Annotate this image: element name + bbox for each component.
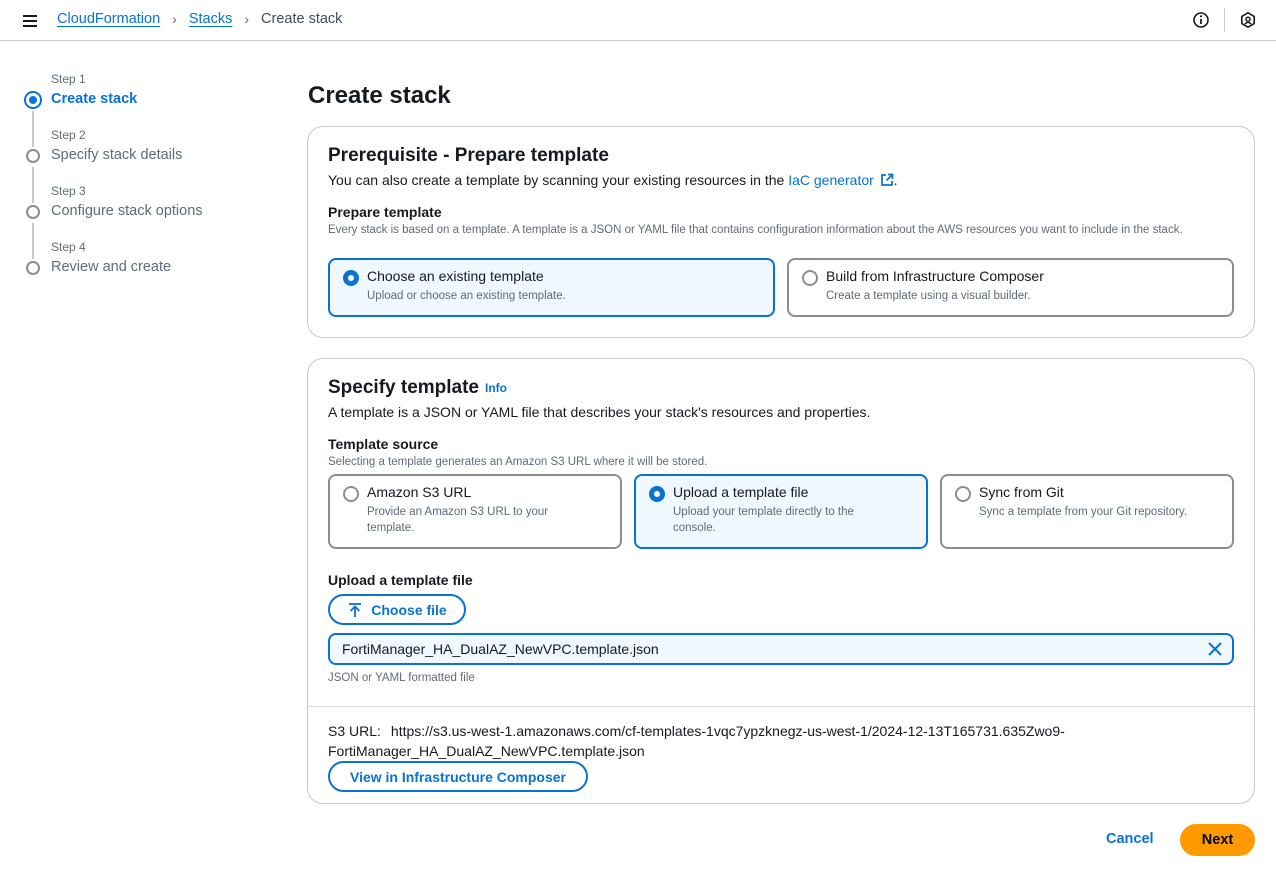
step-indicator (26, 261, 40, 275)
page-title: Create stack (308, 82, 451, 109)
s3-url-display (328, 721, 1208, 761)
specify-template-description: A template is a JSON or YAML file that describes your stack's resources and properties. (328, 404, 871, 420)
specify-template-container (307, 358, 1255, 804)
section-divider (308, 706, 1254, 707)
iac-generator-link[interactable] (788, 172, 894, 188)
radio-selected[interactable] (343, 270, 359, 286)
upload-file-label: Upload a template file (328, 572, 473, 588)
iac-generator-link-text[interactable]: IaC generator (788, 172, 874, 188)
top-navigation-bar (0, 0, 1276, 41)
choose-file-label[interactable]: Choose file (371, 601, 447, 618)
wizard-step-4 (24, 238, 274, 294)
next-button-label[interactable]: Next (1201, 832, 1234, 848)
step-indicator (26, 205, 40, 219)
option-description (979, 504, 1187, 520)
external-link-icon (880, 173, 894, 187)
selected-file-name: FortiManager_HA_DualAZ_NewVPC.template.json (342, 641, 659, 657)
step-number: Step 2 (51, 128, 86, 142)
breadcrumb-stacks[interactable]: Stacks (188, 11, 233, 27)
option-description-line: Upload your template directly to the (673, 506, 854, 518)
step-indicator (26, 149, 40, 163)
template-source-description: Selecting a template generates an Amazon S3 URL where it will be stored. (328, 456, 708, 468)
prerequisite-container (307, 126, 1255, 338)
prepare-template-description: Every stack is based on a template. A template is a JSON or YAML file that contains configuration information about the AWS resources you want to include in the stack. (328, 224, 1183, 236)
amazon-s3-url-option[interactable] (328, 474, 622, 549)
step-active-indicator (24, 91, 42, 109)
close-icon[interactable] (1206, 640, 1224, 658)
option-label: Sync from Git (979, 484, 1064, 500)
sync-from-git-option[interactable] (940, 474, 1234, 549)
option-description-line: template. (367, 522, 415, 534)
upload-icon (347, 602, 363, 618)
step-name: Specify stack details (51, 147, 183, 163)
view-in-composer-button[interactable] (328, 761, 588, 792)
s3-url-value: https://s3.us-west-1.amazonaws.com/cf-templates-1vqc7ypzknegz-us-west-1/2024-12-13T165731.635Zwo9-FortiManager_HA_DualAZ_NewVPC.template.json (328, 723, 1065, 759)
breadcrumb (57, 11, 342, 27)
next-button[interactable] (1180, 824, 1255, 856)
toolbar-divider (1224, 8, 1225, 32)
option-description-line: console. (673, 522, 716, 534)
step-number: Step 4 (51, 240, 86, 254)
option-description: Upload or choose an existing template. (367, 290, 566, 302)
s3-url-label: S3 URL: (328, 723, 381, 739)
prepare-template-label: Prepare template (328, 204, 442, 220)
radio-unselected[interactable] (802, 270, 818, 286)
radio-unselected[interactable] (343, 486, 359, 502)
option-label: Upload a template file (673, 484, 809, 500)
wizard-step-1[interactable] (24, 70, 274, 126)
template-source-label: Template source (328, 436, 439, 452)
step-number: Step 1 (51, 72, 86, 86)
specify-template-title: Specify template (328, 377, 479, 398)
step-name[interactable]: Create stack (51, 91, 138, 107)
radio-unselected[interactable] (955, 486, 971, 502)
option-description-line: Provide an Amazon S3 URL to your (367, 506, 549, 518)
option-label: Choose an existing template (367, 268, 544, 284)
option-label: Build from Infrastructure Composer (826, 268, 1044, 284)
option-description (673, 504, 854, 536)
wizard-steps (24, 70, 274, 294)
info-icon[interactable] (1192, 11, 1210, 29)
step-number: Step 3 (51, 184, 86, 198)
prerequisite-desc-text: You can also create a template by scanning your existing resources in the (328, 172, 785, 188)
option-description (367, 504, 548, 536)
breadcrumb-create-stack: Create stack (261, 11, 343, 27)
wizard-step-2 (24, 126, 274, 182)
security-icon[interactable] (1239, 11, 1257, 29)
option-description-line: Sync a template from your Git repository. (979, 506, 1188, 518)
radio-selected[interactable] (649, 486, 665, 502)
menu-icon[interactable] (20, 12, 40, 28)
upload-template-file-option[interactable] (634, 474, 928, 549)
file-format-hint: JSON or YAML formatted file (328, 672, 475, 684)
option-label: Amazon S3 URL (367, 484, 472, 500)
chevron-right-icon: › (244, 11, 250, 27)
prerequisite-desc-end: . (893, 172, 898, 188)
step-name: Review and create (51, 259, 172, 275)
wizard-step-3 (24, 182, 274, 238)
info-link[interactable]: Info (485, 380, 507, 395)
specify-template-header (328, 377, 507, 399)
step-name: Configure stack options (51, 203, 203, 219)
choose-file-button[interactable] (328, 594, 466, 625)
breadcrumb-cloudformation[interactable]: CloudFormation (57, 11, 161, 27)
build-from-composer-option[interactable] (787, 258, 1234, 317)
cancel-button[interactable]: Cancel (1106, 831, 1154, 847)
selected-file-field[interactable] (328, 633, 1234, 665)
option-description: Create a template using a visual builder. (826, 290, 1031, 302)
prerequisite-description (328, 172, 898, 188)
prerequisite-title: Prerequisite - Prepare template (328, 145, 609, 166)
choose-existing-template-option[interactable] (328, 258, 775, 317)
chevron-right-icon: › (172, 11, 177, 27)
view-in-composer-label[interactable]: View in Infrastructure Composer (349, 768, 566, 785)
